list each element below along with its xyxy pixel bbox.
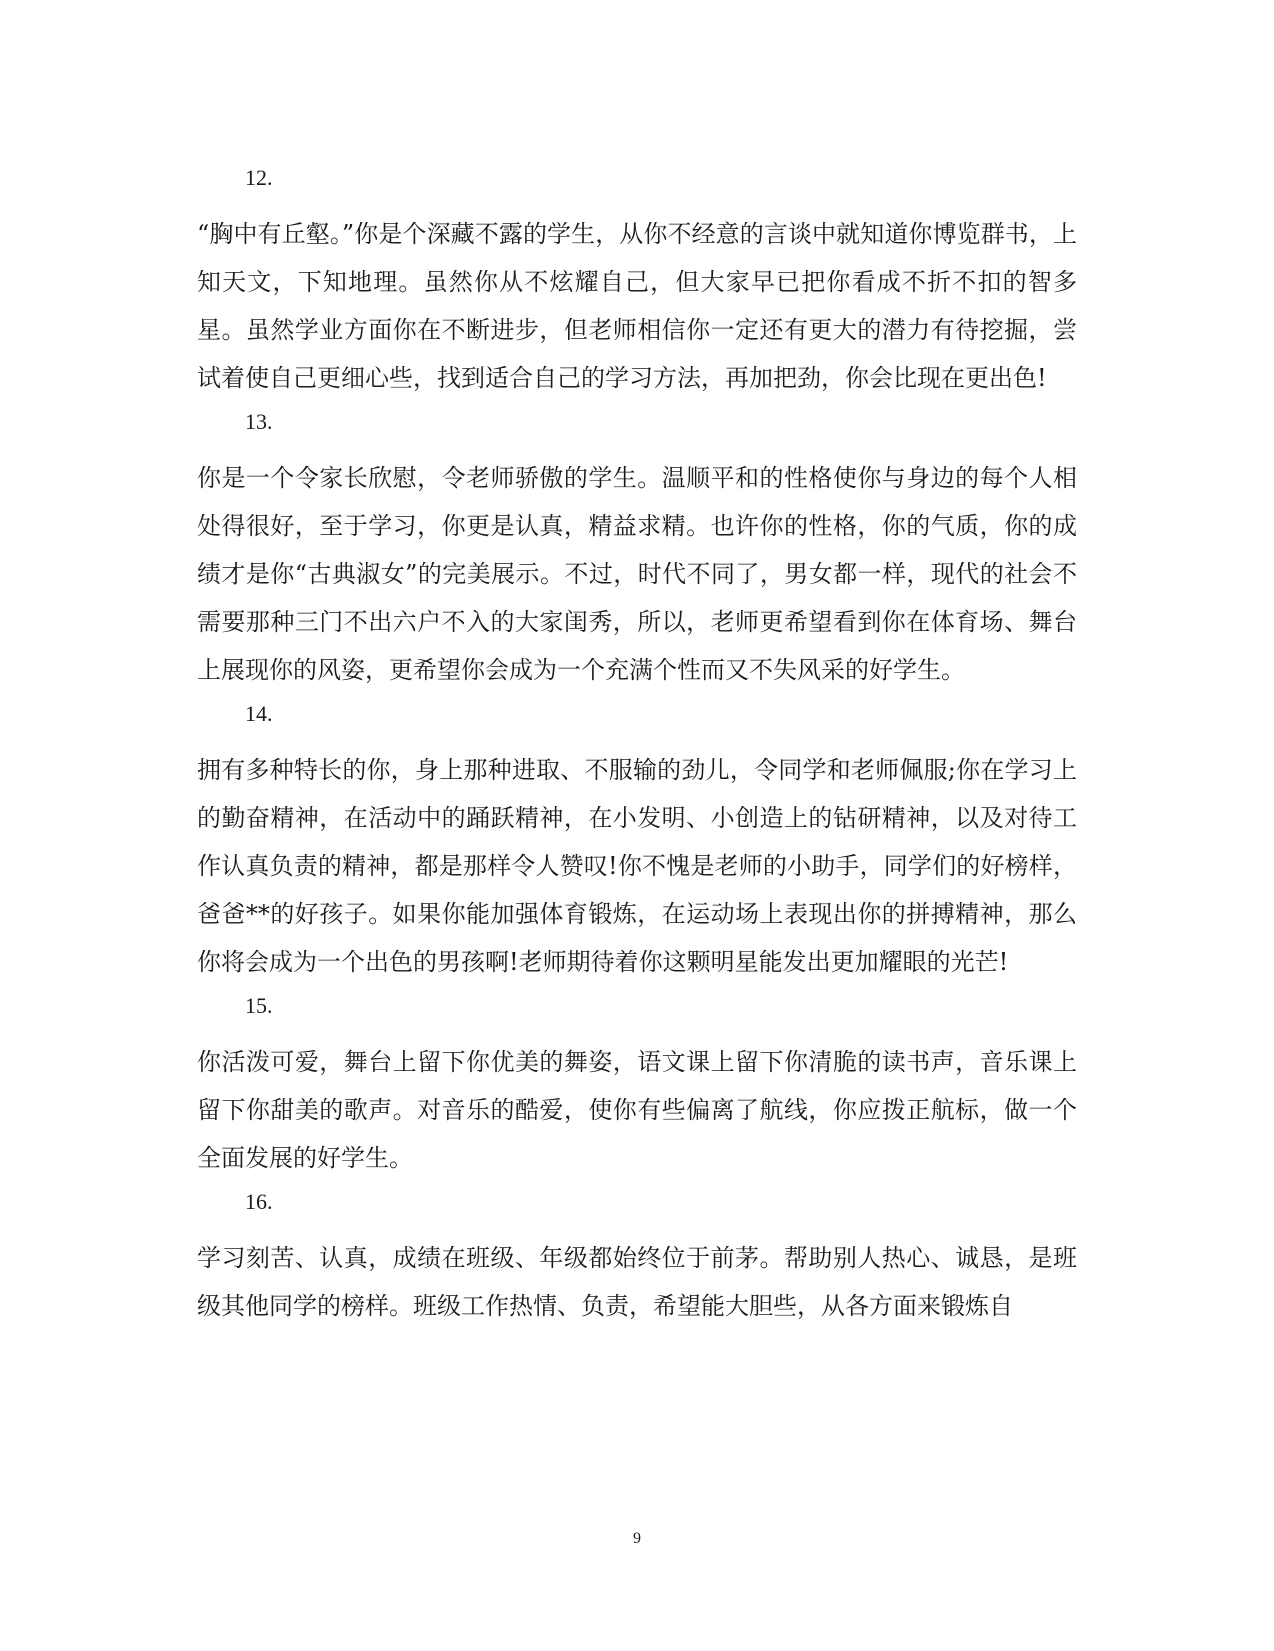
entry-number: 14. <box>245 701 273 726</box>
page-content <box>197 162 1077 1334</box>
entry-paragraph: 拥有多种特长的你，身上那种进取、不服输的劲儿，令同学和老师佩服;你在学习上的勤奋精神，在活动中的踊跃精神，在小发明、小创造上的钻研精神，以及对待工作认真负责的精神，都是那样令人赞叹!你不愧是老师的小助手，同学们的好榜样，爸爸**的好孩子。如果你能加强体育锻炼，在运动场上表现出你的拼搏精神，那么你将会成为一个出色的男孩啊!老师期待着你这颗明星能发出更加耀眼的光芒! <box>197 756 1077 976</box>
entry-number: 15. <box>245 993 273 1018</box>
entry-paragraph: 学习刻苦、认真，成绩在班级、年级都始终位于前茅。帮助别人热心、诚恳，是班级其他同学的榜样。班级工作热情、负责，希望能大胆些，从各方面来锻炼自 <box>197 1244 1077 1320</box>
entry-paragraph: “胸中有丘壑。”你是个深藏不露的学生，从你不经意的言谈中就知道你博览群书，上知天文，下知地理。虽然你从不炫耀自己，但大家早已把你看成不折不扣的智多星。虽然学业方面你在不断进步，但老师相信你一定还有更大的潜力有待挖掘，尝试着使自己更细心些，找到适合自己的学习方法，再加把劲，你会比现在更出色! <box>197 220 1077 392</box>
entry-number: 16. <box>245 1189 273 1214</box>
entry-number: 13. <box>245 409 273 434</box>
entry-paragraph: 你是一个令家长欣慰，令老师骄傲的学生。温顺平和的性格使你与身边的每个人相处得很好，至于学习，你更是认真，精益求精。也许你的性格，你的气质，你的成绩才是你“古典淑女”的完美展示。不过，时代不同了，男女都一样，现代的社会不需要那种三门不出六户不入的大家闺秀，所以，老师更希望看到你在体育场、舞台上展现你的风姿，更希望你会成为一个充满个性而又不失风采的好学生。 <box>197 464 1077 684</box>
entry-number: 12. <box>245 165 273 190</box>
page-number: 9 <box>633 1530 641 1547</box>
entry-paragraph: 你活泼可爱，舞台上留下你优美的舞姿，语文课上留下你清脆的读书声，音乐课上留下你甜美的歌声。对音乐的酷爱，使你有些偏离了航线，你应拨正航标，做一个全面发展的好学生。 <box>197 1048 1077 1172</box>
